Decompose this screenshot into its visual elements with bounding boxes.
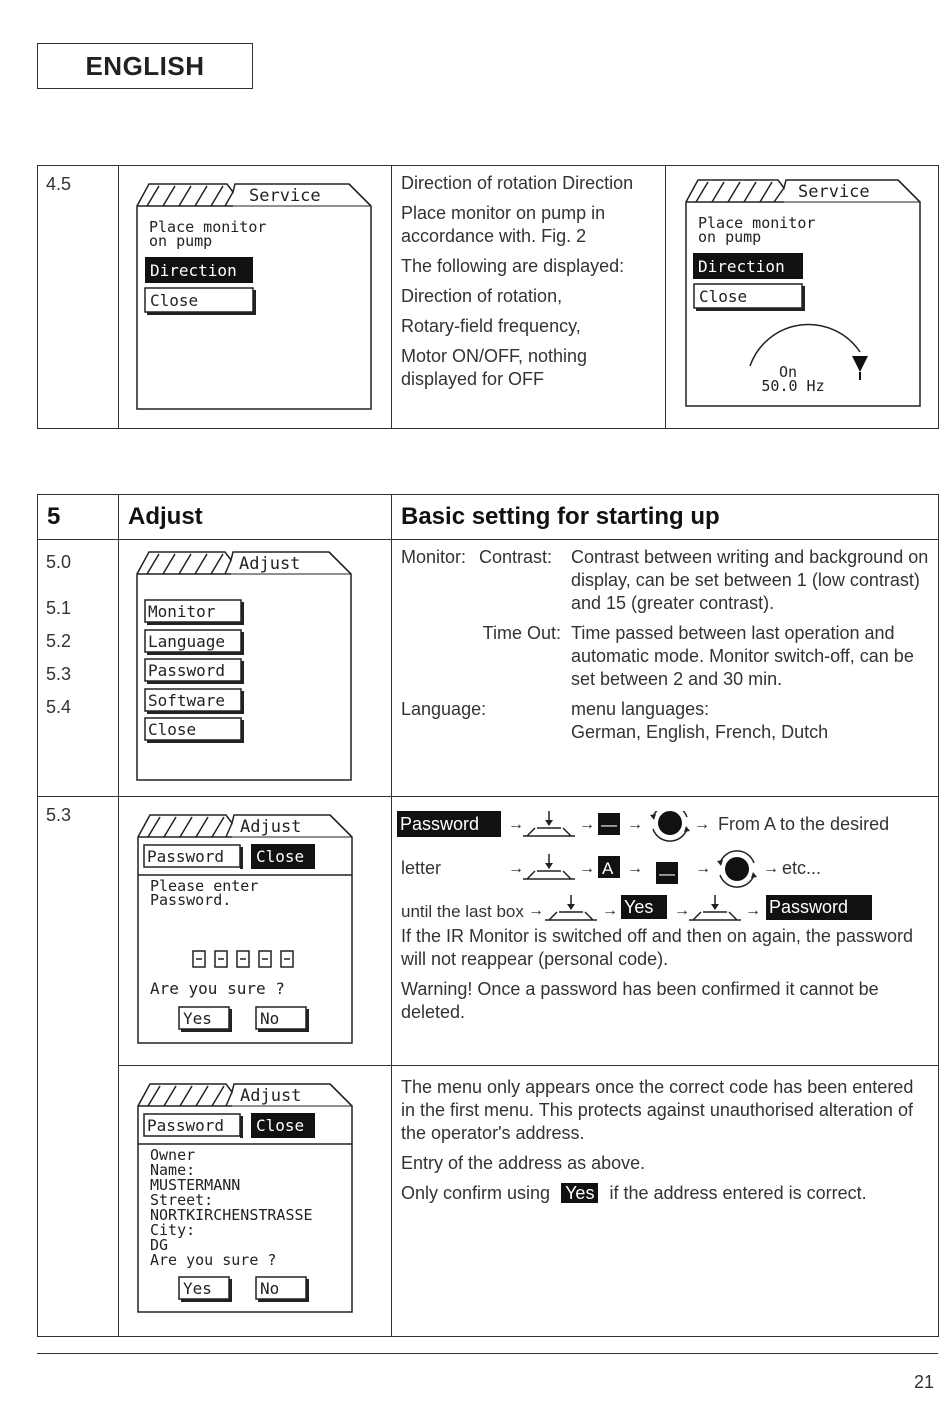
def-label: Language:	[401, 699, 487, 719]
screen-title: Adjust	[240, 817, 302, 837]
row-number: 5.2	[46, 631, 72, 651]
screen-line: Password.	[150, 891, 232, 909]
password-sequence	[397, 811, 927, 921]
screen-line: on pump	[698, 228, 762, 246]
press-key-icon	[523, 811, 575, 836]
owner-line: Name:	[150, 1161, 196, 1179]
text-line: The menu only appears once the correct code has been entered in the first menu. This protects against unauthorised alteration of the operator's address.	[401, 1077, 914, 1143]
owner-line: NORTKIRCHENSTRASSE	[150, 1206, 313, 1224]
def-label	[401, 622, 571, 691]
footer-rule	[37, 1353, 938, 1354]
def-label: Monitor:	[401, 547, 467, 567]
close-tab[interactable]: Close	[256, 847, 305, 866]
language-line: menu languages:	[571, 699, 710, 719]
sequence-text: letter	[401, 858, 442, 878]
yes-button[interactable]: Yes	[183, 1009, 212, 1028]
arrow: →	[674, 902, 690, 919]
row-number: 5.4	[46, 697, 72, 717]
section-number: 5	[38, 495, 119, 540]
language-line: German, English, French, Dutch	[571, 722, 829, 742]
password-key-label: Password	[400, 814, 480, 834]
screen-line: Place monitor	[698, 214, 816, 232]
press-key-icon	[523, 854, 575, 879]
def-text: Time passed between last operation and automatic mode. Monitor switch-off, can be set between 2 and 30 min.	[571, 623, 914, 689]
owner-screen-cell	[119, 1066, 392, 1337]
arrow: →	[579, 860, 595, 877]
owner-line: DG	[150, 1236, 169, 1254]
menu-item-close[interactable]: Close	[148, 720, 197, 739]
menu-items	[145, 600, 244, 743]
rotary-frequency: 50.0 Hz	[761, 377, 825, 395]
rotary-knob-icon	[717, 851, 757, 887]
password-tab[interactable]: Password	[147, 1116, 225, 1135]
menu-item-monitor[interactable]: Monitor	[148, 602, 216, 621]
row-numbers	[38, 540, 119, 797]
confirm-text: if the address entered is correct.	[609, 1183, 867, 1203]
password-screen-cell	[119, 797, 392, 1066]
rotation-screen-cell	[666, 166, 939, 429]
password-tab[interactable]: Password	[147, 847, 225, 866]
confirm-question: Are you sure ?	[150, 1251, 277, 1269]
arrow: →	[627, 816, 643, 833]
arrow: →	[627, 860, 643, 877]
text-line: Warning! Once a password has been confirmed it cannot be deleted.	[401, 979, 879, 1022]
dash-key: —	[659, 866, 675, 883]
service-screen-cell	[119, 166, 392, 429]
owner-line: MUSTERMANN	[150, 1176, 241, 1194]
section-5-table	[37, 494, 939, 1337]
screen-title: Service	[249, 186, 321, 206]
arrow: →	[763, 860, 779, 877]
def-label: Contrast:	[479, 547, 553, 567]
language-label: ENGLISH	[37, 43, 253, 89]
no-button[interactable]: No	[260, 1009, 280, 1028]
password-screen	[119, 797, 392, 1065]
screen-title: Adjust	[239, 554, 301, 574]
arrow: →	[602, 902, 618, 919]
yes-key-label: Yes	[624, 897, 654, 917]
sequence-text: until the last box	[401, 902, 524, 921]
arrow: →	[694, 816, 710, 833]
rotation-screen	[666, 166, 939, 428]
sequence-text: etc...	[782, 858, 822, 878]
dash-key: —	[601, 817, 617, 834]
text-line: Direction of rotation,	[401, 286, 563, 306]
timeout-label: Time Out:	[482, 623, 561, 643]
arrow: →	[695, 860, 711, 877]
menu-item-software[interactable]: Software	[148, 691, 226, 710]
screen-line: Place monitor	[149, 218, 267, 236]
menu-item-language[interactable]: Language	[148, 632, 226, 651]
text-line: Entry of the address as above.	[401, 1153, 646, 1173]
press-key-icon	[689, 895, 741, 920]
arrow: →	[508, 816, 524, 833]
def-text: Contrast between writing and background on display, can be set between 1 (low contrast) and 15 (greater contrast).	[571, 547, 929, 613]
text-line	[401, 1182, 930, 1205]
close-option[interactable]: Close	[150, 291, 199, 310]
row-number: 5.3	[46, 664, 72, 684]
page-number: 21	[913, 1372, 934, 1392]
owner-screen	[119, 1066, 392, 1336]
confirm-text: Only confirm using	[401, 1183, 551, 1203]
close-option[interactable]: Close	[699, 287, 748, 306]
password-instructions	[392, 797, 939, 1066]
screen-title: Service	[798, 182, 870, 202]
close-tab[interactable]: Close	[256, 1116, 305, 1135]
service-screen	[119, 166, 392, 428]
text-line: Motor ON/OFF, nothing displayed for OFF	[401, 346, 588, 389]
text-line: Rotary-field frequency,	[401, 316, 581, 336]
row-number: 5.0	[46, 552, 72, 572]
adjust-menu-screen	[119, 540, 392, 796]
section-4-5-text	[392, 166, 666, 429]
screen-line: on pump	[149, 232, 213, 250]
yes-button[interactable]: Yes	[183, 1279, 212, 1298]
text-line: If the IR Monitor is switched off and then on again, the password will not reappear (personal code).	[401, 926, 913, 969]
sequence-text: From A to the desired	[718, 814, 890, 834]
rotary-knob-icon	[650, 811, 690, 841]
adjust-definitions	[392, 540, 939, 797]
section-title: Adjust	[119, 495, 392, 540]
adjust-menu-cell	[119, 540, 392, 797]
no-button[interactable]: No	[260, 1279, 280, 1298]
text-line: The following are displayed:	[401, 256, 625, 276]
confirm-question: Are you sure ?	[150, 979, 285, 998]
password-boxes[interactable]	[193, 951, 293, 967]
owner-line: Owner	[150, 1146, 196, 1164]
row-number: 5.1	[46, 598, 72, 618]
text-line: Place monitor on pump in accordance with. Fig. 2	[401, 203, 606, 246]
owner-instructions	[392, 1066, 939, 1337]
direction-option[interactable]: Direction	[698, 257, 785, 276]
screen-title: Adjust	[240, 1086, 302, 1106]
motor-state: On	[778, 363, 798, 381]
section-4-5-table	[37, 165, 939, 429]
a-key: A	[602, 859, 614, 878]
screen-line: Please enter	[150, 877, 259, 895]
press-key-icon	[545, 895, 597, 920]
arrow: →	[508, 860, 524, 877]
yes-key-label: Yes	[561, 1183, 598, 1203]
direction-option[interactable]: Direction	[150, 261, 237, 280]
arrow: →	[745, 902, 761, 919]
owner-line: Street:	[150, 1191, 214, 1209]
arrow: →	[528, 902, 544, 919]
row-number: 5.3	[38, 797, 119, 1337]
arrow: →	[579, 816, 595, 833]
text-line: Direction of rotation Direction	[401, 173, 634, 193]
password-key-label: Password	[769, 897, 849, 917]
section-heading: Basic setting for starting up	[392, 495, 939, 540]
owner-line: City:	[150, 1221, 196, 1239]
row-number: 4.5	[38, 166, 119, 429]
def-text	[571, 698, 930, 744]
menu-item-password[interactable]: Password	[148, 661, 226, 680]
